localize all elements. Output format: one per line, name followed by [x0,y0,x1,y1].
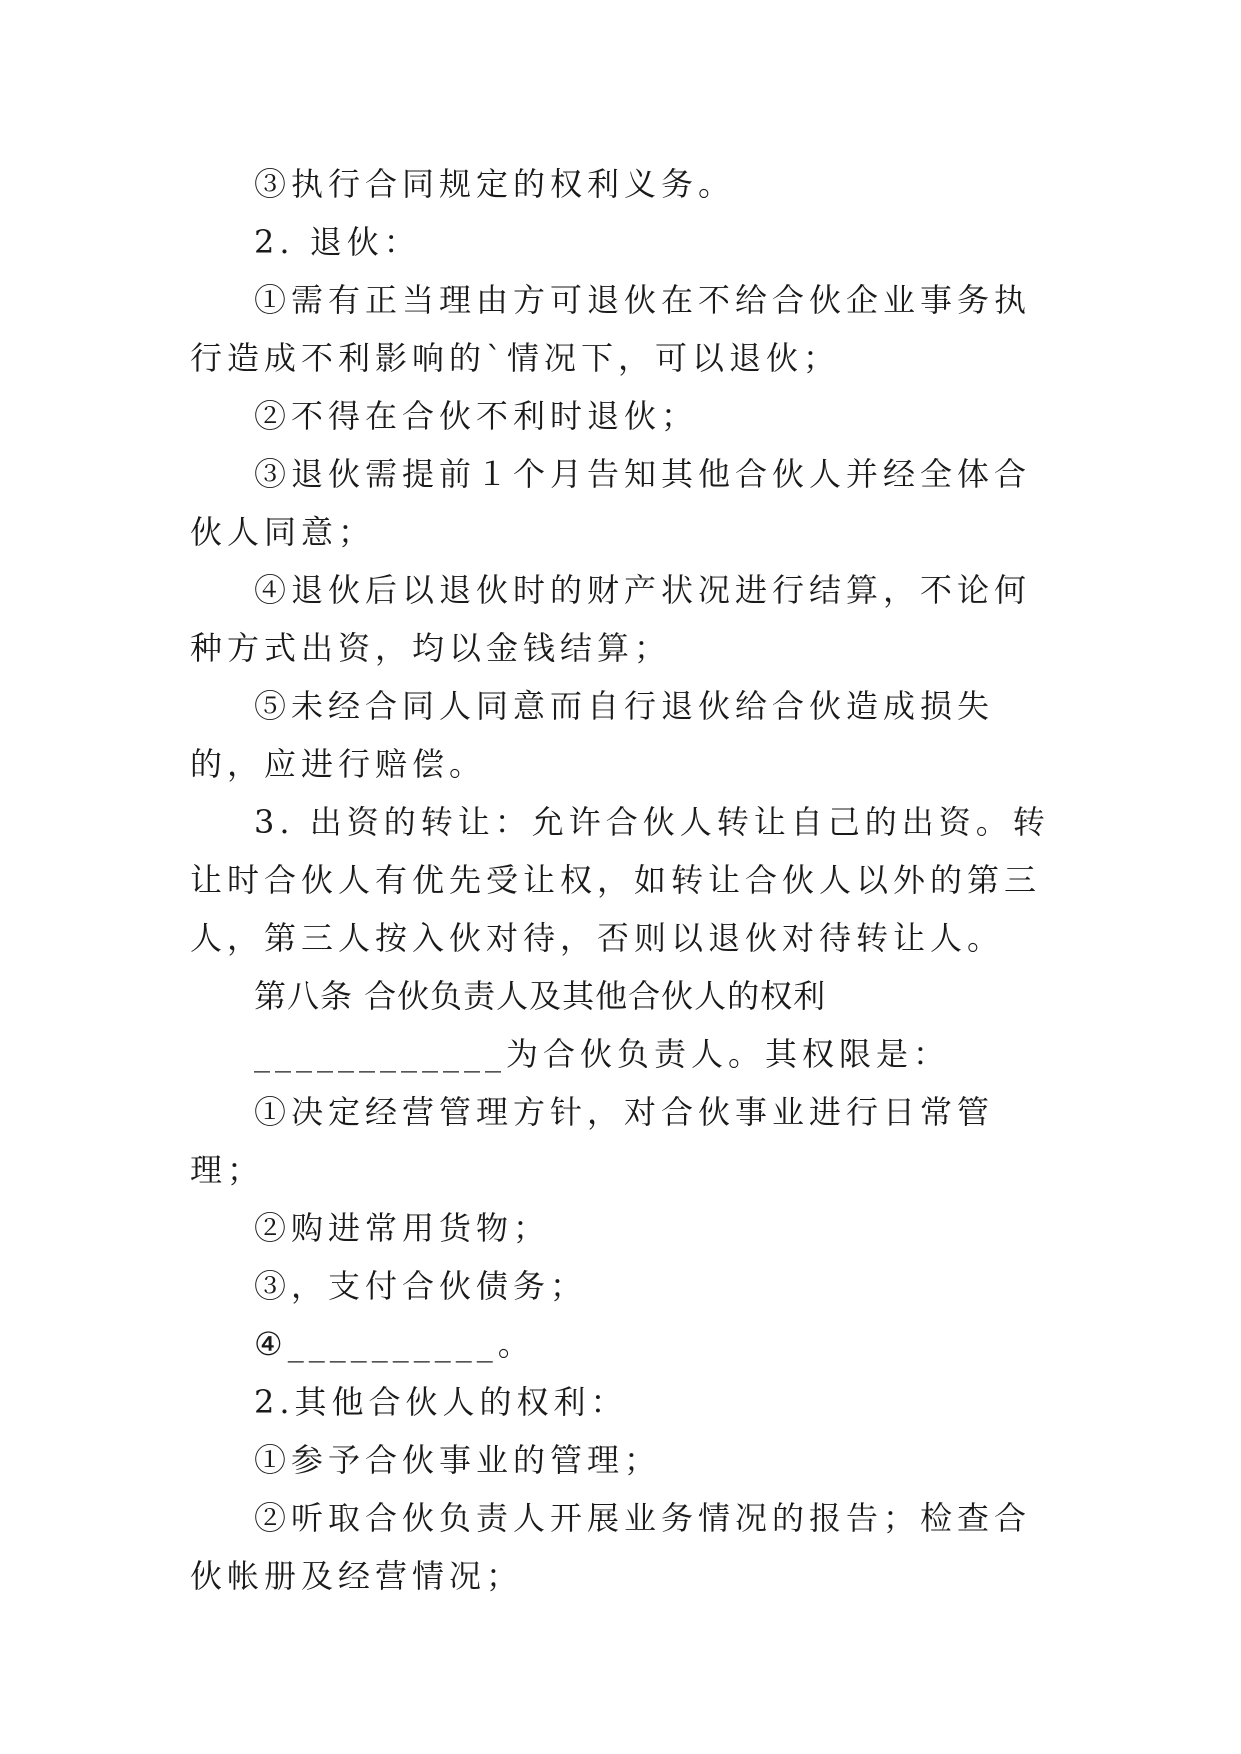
paragraph: ④__________。 [254,1325,535,1363]
paragraph: 2.其他合伙人的权利： [254,1383,628,1421]
document-body [190,155,1055,1605]
paragraph: ②听取合伙负责人开展业务情况的报告；检查合伙帐册及经营情况； [190,1499,1032,1595]
section-heading: 第八条 合伙负责人及其他合伙人的权利 [254,977,827,1015]
paragraph: ③退伙需提前１个月告知其他合伙人并经全体合伙人同意； [190,455,1032,551]
paragraph: ①参予合伙事业的管理； [254,1441,662,1479]
paragraph: ⑤未经合同人同意而自行退伙给合伙造成损失的，应进行赔偿。 [190,687,995,783]
paragraph: ____________为合伙负责人。其权限是： [254,1035,951,1073]
paragraph: ①决定经营管理方针，对合伙事业进行日常管理； [190,1093,995,1189]
paragraph: ③执行合同规定的权利义务。 [254,165,736,203]
paragraph: ④退伙后以退伙时的财产状况进行结算，不论何种方式出资，均以金钱结算； [190,571,1032,667]
paragraph: ①需有正当理由方可退伙在不给合伙企业事务执行造成不利影响的`情况下，可以退伙； [190,281,1032,377]
paragraph: 3. 出资的转让：允许合伙人转让自己的出资。转让时合伙人有优先受让权，如转让合伙人以外的第三人，第三人按入伙对待，否则以退伙对待转让人。 [190,803,1050,957]
paragraph: 2. 退伙： [254,223,421,261]
paragraph: ②购进常用货物； [254,1209,551,1247]
paragraph: ②不得在合伙不利时退伙； [254,397,699,435]
paragraph: ③，支付合伙债务； [254,1267,588,1305]
